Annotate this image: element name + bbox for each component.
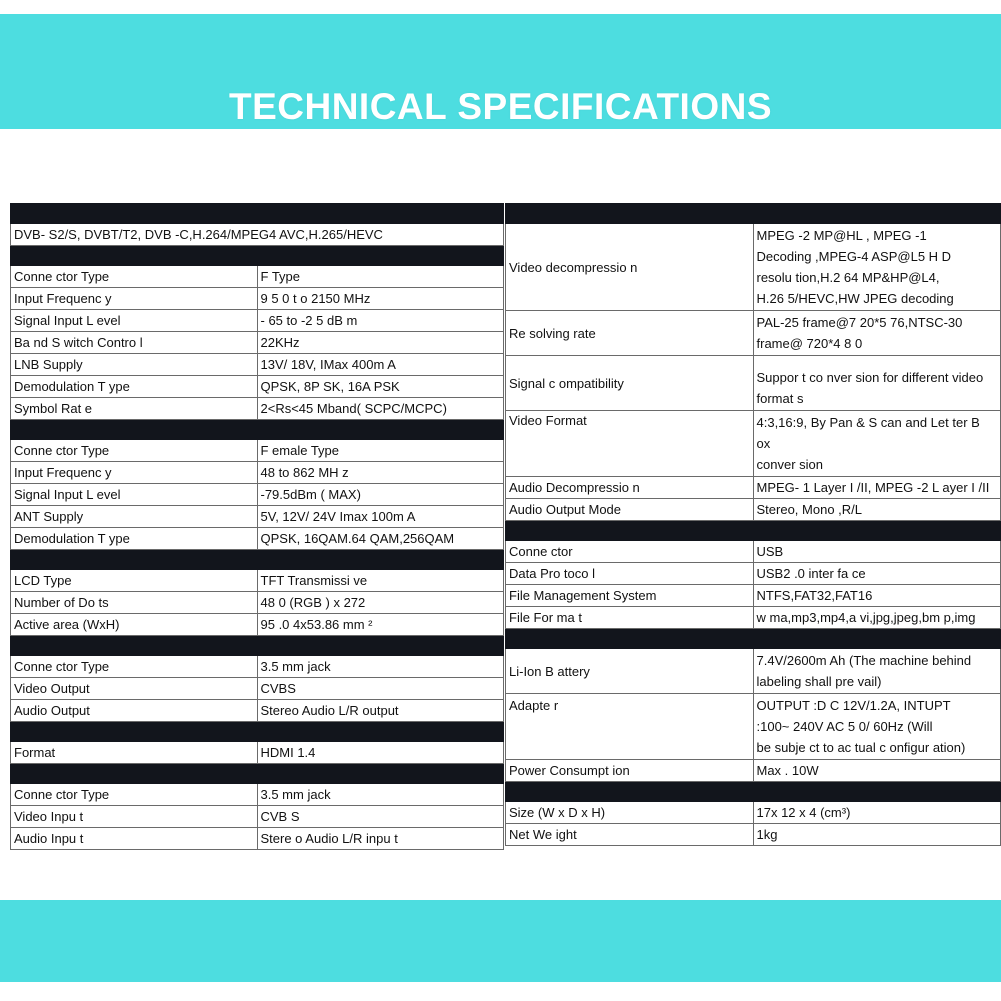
table-row: [11, 484, 504, 506]
row-value: [753, 356, 1001, 411]
section-bar: [11, 636, 504, 656]
row-value: -79.5dBm ( MAX): [257, 484, 504, 506]
row-value: [753, 311, 1001, 356]
row-label: Audio Decompressio n: [506, 477, 754, 499]
value-line: PAL-25 frame@7 20*5 76,NTSC-30: [756, 315, 963, 330]
row-value: 1kg: [753, 824, 1001, 846]
row-value: Stere o Audio L/R inpu t: [257, 828, 504, 850]
row-label: Signal Input L evel: [11, 484, 258, 506]
row-value: MPEG- 1 Layer I /II, MPEG -2 L ayer I /II: [753, 477, 1001, 499]
row-value: 95 .0 4x53.86 mm ²: [257, 614, 504, 636]
table-row: [11, 506, 504, 528]
row-label: Symbol Rat e: [11, 398, 258, 420]
table-row: [11, 224, 504, 246]
row-label: Video Format: [506, 411, 754, 477]
bottom-accent-band: [0, 900, 1001, 982]
table-row: [11, 592, 504, 614]
row-label: ANT Supply: [11, 506, 258, 528]
row-value: NTFS,FAT32,FAT16: [753, 585, 1001, 607]
table-row: [11, 828, 504, 850]
section-bar: [506, 782, 1001, 802]
row-label: LNB Supply: [11, 354, 258, 376]
value-line: H.26 5/HEVC,HW JPEG decoding: [756, 291, 954, 306]
row-label: LCD Type: [11, 570, 258, 592]
table-row: [11, 614, 504, 636]
row-value: TFT Transmissi ve: [257, 570, 504, 592]
row-label: Net We ight: [506, 824, 754, 846]
value-line: :100~ 240V AC 5 0/ 60Hz (Will: [756, 719, 933, 734]
row-label: Audio Inpu t: [11, 828, 258, 850]
table-row: [11, 806, 504, 828]
row-value: 5V, 12V/ 24V Imax 100m A: [257, 506, 504, 528]
row-value: QPSK, 16QAM.64 QAM,256QAM: [257, 528, 504, 550]
table-row: [506, 311, 1001, 356]
row-value: w ma,mp3,mp4,a vi,jpg,jpeg,bm p,img: [753, 607, 1001, 629]
value-line: conver sion: [756, 457, 823, 472]
row-value: Stereo, Mono ,R/L: [753, 499, 1001, 521]
row-value: 13V/ 18V, IMax 400m A: [257, 354, 504, 376]
row-label: Signal Input L evel: [11, 310, 258, 332]
section-bar: [11, 550, 504, 570]
row-label: Ba nd S witch Contro l: [11, 332, 258, 354]
table-row: [11, 266, 504, 288]
row-value: 2<Rs<45 Mband( SCPC/MCPC): [257, 398, 504, 420]
row-value: CVBS: [257, 678, 504, 700]
row-label: Signal c ompatibility: [506, 356, 754, 411]
row-value: 22KHz: [257, 332, 504, 354]
value-line: labeling shall pre vail): [756, 674, 882, 689]
table-row: [11, 440, 504, 462]
table-row: [506, 477, 1001, 499]
row-label: Size (W x D x H): [506, 802, 754, 824]
section-bar: [506, 204, 1001, 224]
row-label: Power Consumpt ion: [506, 760, 754, 782]
row-label: Video Inpu t: [11, 806, 258, 828]
row-value: USB2 .0 inter fa ce: [753, 563, 1001, 585]
value-line: frame@ 720*4 8 0: [756, 336, 863, 351]
value-line: format s: [756, 391, 804, 406]
section-bar: [11, 246, 504, 266]
table-row: [506, 541, 1001, 563]
row-label: Active area (WxH): [11, 614, 258, 636]
row-value: F emale Type: [257, 440, 504, 462]
row-value: HDMI 1.4: [257, 742, 504, 764]
row-value: 9 5 0 t o 2150 MHz: [257, 288, 504, 310]
row-label: Li-Ion B attery: [506, 649, 754, 694]
section-bar: [11, 420, 504, 440]
table-row: [11, 784, 504, 806]
table-row: [11, 310, 504, 332]
value-line: 7.4V/2600m Ah (The machine behind: [756, 653, 972, 668]
row-label: Number of Do ts: [11, 592, 258, 614]
row-label: Input Frequenc y: [11, 288, 258, 310]
left-spec-table: [10, 203, 504, 850]
value-line: MPEG -2 MP@HL , MPEG -1: [756, 228, 927, 243]
right-spec-table: [505, 203, 1001, 846]
row-value: [753, 649, 1001, 694]
row-value: [753, 411, 1001, 477]
row-label: Video Output: [11, 678, 258, 700]
row-label: Audio Output: [11, 700, 258, 722]
table-row: [506, 356, 1001, 411]
row-value: 3.5 mm jack: [257, 784, 504, 806]
row-label: Demodulation T ype: [11, 376, 258, 398]
table-row: [506, 607, 1001, 629]
row-value: Stereo Audio L/R output: [257, 700, 504, 722]
table-row: [506, 585, 1001, 607]
table-row: [11, 700, 504, 722]
table-row: [11, 462, 504, 484]
row-value: Max . 10W: [753, 760, 1001, 782]
table-row: [506, 802, 1001, 824]
table-row: [506, 824, 1001, 846]
section-bar: [11, 764, 504, 784]
value-line: Decoding ,MPEG-4 ASP@L5 H D: [756, 249, 952, 264]
row-value: QPSK, 8P SK, 16A PSK: [257, 376, 504, 398]
value-line: OUTPUT :D C 12V/1.2A, INTUPT: [756, 698, 951, 713]
table-row: [11, 288, 504, 310]
row-label: File Management System: [506, 585, 754, 607]
row-value: 48 to 862 MH z: [257, 462, 504, 484]
table-row: [506, 563, 1001, 585]
table-row: [11, 354, 504, 376]
value-line: resolu tion,H.2 64 MP&HP@L4,: [756, 270, 940, 285]
row-label: Conne ctor Type: [11, 440, 258, 462]
row-value: CVB S: [257, 806, 504, 828]
row-label: File For ma t: [506, 607, 754, 629]
table-row: [11, 376, 504, 398]
value-line: be subje ct to ac tual c onfigur ation): [756, 740, 966, 755]
table-row: [506, 224, 1001, 311]
table-row: [506, 649, 1001, 694]
row-label: Adapte r: [506, 694, 754, 760]
section-bar: [506, 629, 1001, 649]
row-label: Conne ctor: [506, 541, 754, 563]
row-value: USB: [753, 541, 1001, 563]
table-row: [506, 499, 1001, 521]
row-label: Format: [11, 742, 258, 764]
section-bar: [11, 722, 504, 742]
row-value: 3.5 mm jack: [257, 656, 504, 678]
value-line: Suppor t co nver sion for different video: [756, 370, 984, 385]
value-line: 4:3,16:9, By Pan & S can and Let ter B ox: [756, 415, 980, 451]
table-row: [506, 760, 1001, 782]
row-label: Audio Output Mode: [506, 499, 754, 521]
page-title: TECHNICAL SPECIFICATIONS: [228, 86, 773, 127]
row-label: Re solving rate: [506, 311, 754, 356]
table-row: [506, 694, 1001, 760]
row-value: [753, 694, 1001, 760]
table-row: [11, 678, 504, 700]
row-label: Demodulation T ype: [11, 528, 258, 550]
row-label: Conne ctor Type: [11, 656, 258, 678]
row-label: Data Pro toco l: [506, 563, 754, 585]
row-label: Video decompressio n: [506, 224, 754, 311]
row-value: [753, 224, 1001, 311]
row-label: Input Frequenc y: [11, 462, 258, 484]
table-row: [11, 332, 504, 354]
section-bar: [506, 521, 1001, 541]
table-row: [11, 742, 504, 764]
table-row: [506, 411, 1001, 477]
row-label: Conne ctor Type: [11, 266, 258, 288]
row-value: - 65 to -2 5 dB m: [257, 310, 504, 332]
table-row: [11, 528, 504, 550]
table-row: [11, 570, 504, 592]
row-label: Conne ctor Type: [11, 784, 258, 806]
table-row: [11, 656, 504, 678]
standards-line: DVB- S2/S, DVBT/T2, DVB -C,H.264/MPEG4 AVC,H.265/HEVC: [11, 224, 504, 246]
table-row: [11, 398, 504, 420]
section-bar: [11, 204, 504, 224]
row-value: 48 0 (RGB ) x 272: [257, 592, 504, 614]
row-value: 17x 12 x 4 (cm³): [753, 802, 1001, 824]
row-value: F Type: [257, 266, 504, 288]
